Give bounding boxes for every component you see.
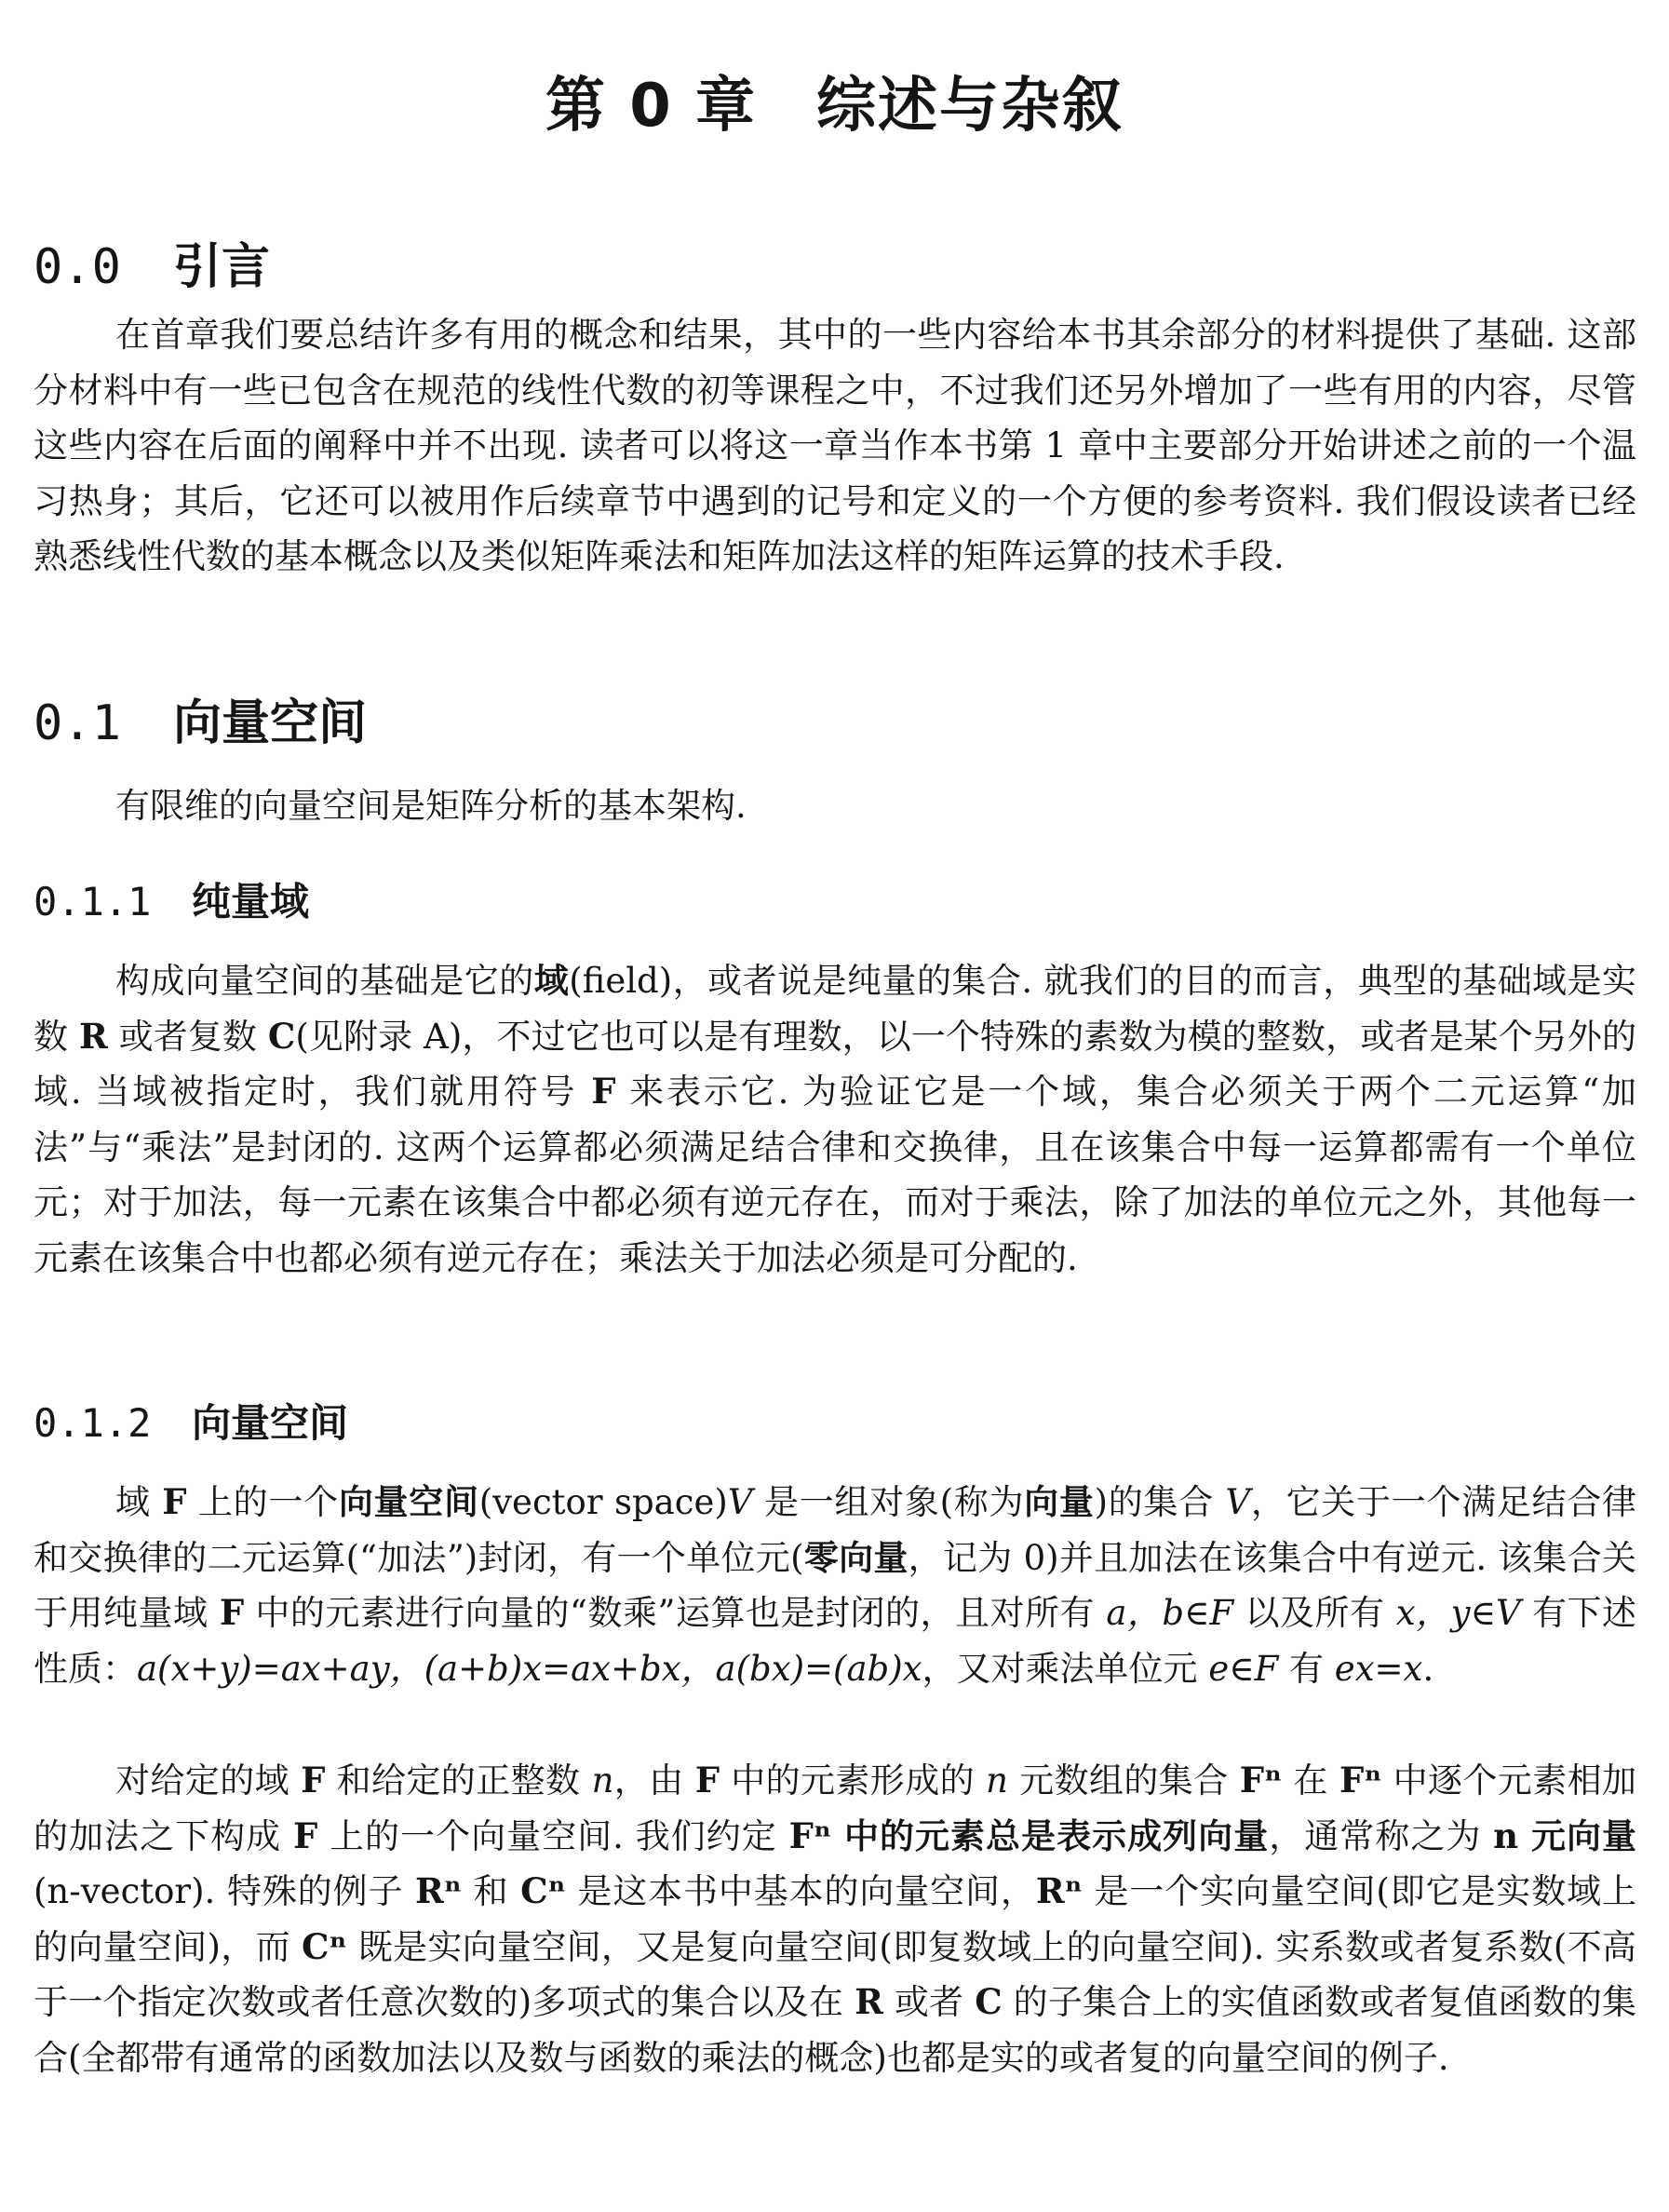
section-number: 0.1.1 (34, 879, 152, 924)
vector-space-intro-paragraph: 有限维的向量空间是矩阵分析的基本架构. (115, 786, 747, 826)
section-number: 0.1.2 (34, 1400, 152, 1446)
section-0-0-heading (34, 227, 270, 297)
section-number: 0.0 (34, 239, 121, 295)
chapter-name: 综述与杂叙 (816, 72, 1124, 141)
chapter-title (0, 58, 1669, 143)
section-title: 向量空间 (173, 695, 368, 751)
section-title: 纯量域 (192, 879, 310, 924)
intro-paragraph: 在首章我们要总结许多有用的概念和结果，其中的一些内容给本书其余部分的材料提供了基础. 这部分材料中有一些已包含在规范的线性代数的初等课程之中，不过我们还另外增加了一些有用的内容，尽管这些内容在后面的阐释中并不出现. 读者可以将这一章当作本书第 1 章中主要部分开始讲述之前的一个温习热身；其后，它还可以被用作后续章节中遇到的记号和定义的一个方便的参考资料. 我们假设读者已经熟悉线性代数的基本概念以及类似矩阵乘法和矩阵加法这样的矩阵运算的技术手段. (34, 315, 1636, 576)
section-0-1-heading (34, 683, 367, 753)
n-vectors-paragraph: 对给定的域 F 和给定的正整数 n，由 F 中的元素形成的 n 元数组的集合 Fⁿ 在 Fⁿ 中逐个元素相加的加法之下构成 F 上的一个向量空间. 我们约定 Fⁿ 中的元素总是表示成列向量，通常称之为 n 元向量(n-vector). 特殊的例子 Rⁿ 和 Cⁿ 是这本书中基本的向量空间，Rⁿ 是一个实向量空间(即它是实数域上的向量空间)，而 Cⁿ 既是实向量空间，又是复向量空间(即复数域上的向量空间). 实系数或者复系数(不高于一个指定次数或者任意次数的)多项式的集合以及在 R 或者 C 的子集合上的实值函数或者复值函数的集合(全都带有通常的函数加法以及数与函数的乘法的概念)也都是实的或者复的向量空间的例子. (34, 1760, 1637, 2078)
chapter-number: 第 0 章 (545, 72, 758, 141)
section-0-1-2-heading (34, 1393, 348, 1449)
section-title: 向量空间 (192, 1400, 349, 1446)
section-0-1-1-heading (34, 871, 309, 927)
vector-space-definition-paragraph: 域 F 上的一个向量空间(vector space)V 是一组对象(称为向量)的集合 V，它关于一个满足结合律和交换律的二元运算(“加法”)封闭，有一个单位元(零向量，记为 0)并且加法在该集合中有逆元. 该集合关于用纯量域 F 中的元素进行向量的“数乘”运算也是封闭的，且对所有 a，b∈F 以及所有 x，y∈V 有下述性质：a(x+y)=ax+ay，(a+b)x=ax+bx，a(bx)=(ab)x，又对乘法单位元 e∈F 有 ex=x. (34, 1481, 1637, 1689)
section-title: 引言 (173, 239, 271, 295)
section-number: 0.1 (34, 695, 121, 751)
field-paragraph: 构成向量空间的基础是它的域(field)，或者说是纯量的集合. 就我们的目的而言，典型的基础域是实数 R 或者复数 C(见附录 A)，不过它也可以是有理数，以一个特殊的素数为模的整数，或者是某个另外的域. 当域被指定时，我们就用符号 F 来表示它. 为验证它是一个域，集合必须关于两个二元运算“加法”与“乘法”是封闭的. 这两个运算都必须满足结合律和交换律，且在该集合中每一运算都需有一个单位元；对于加法，每一元素在该集合中都必须有逆元存在，而对于乘法，除了加法的单位元之外，其他每一元素在该集合中也都必须有逆元存在；乘法关于加法必须是可分配的. (34, 960, 1637, 1278)
